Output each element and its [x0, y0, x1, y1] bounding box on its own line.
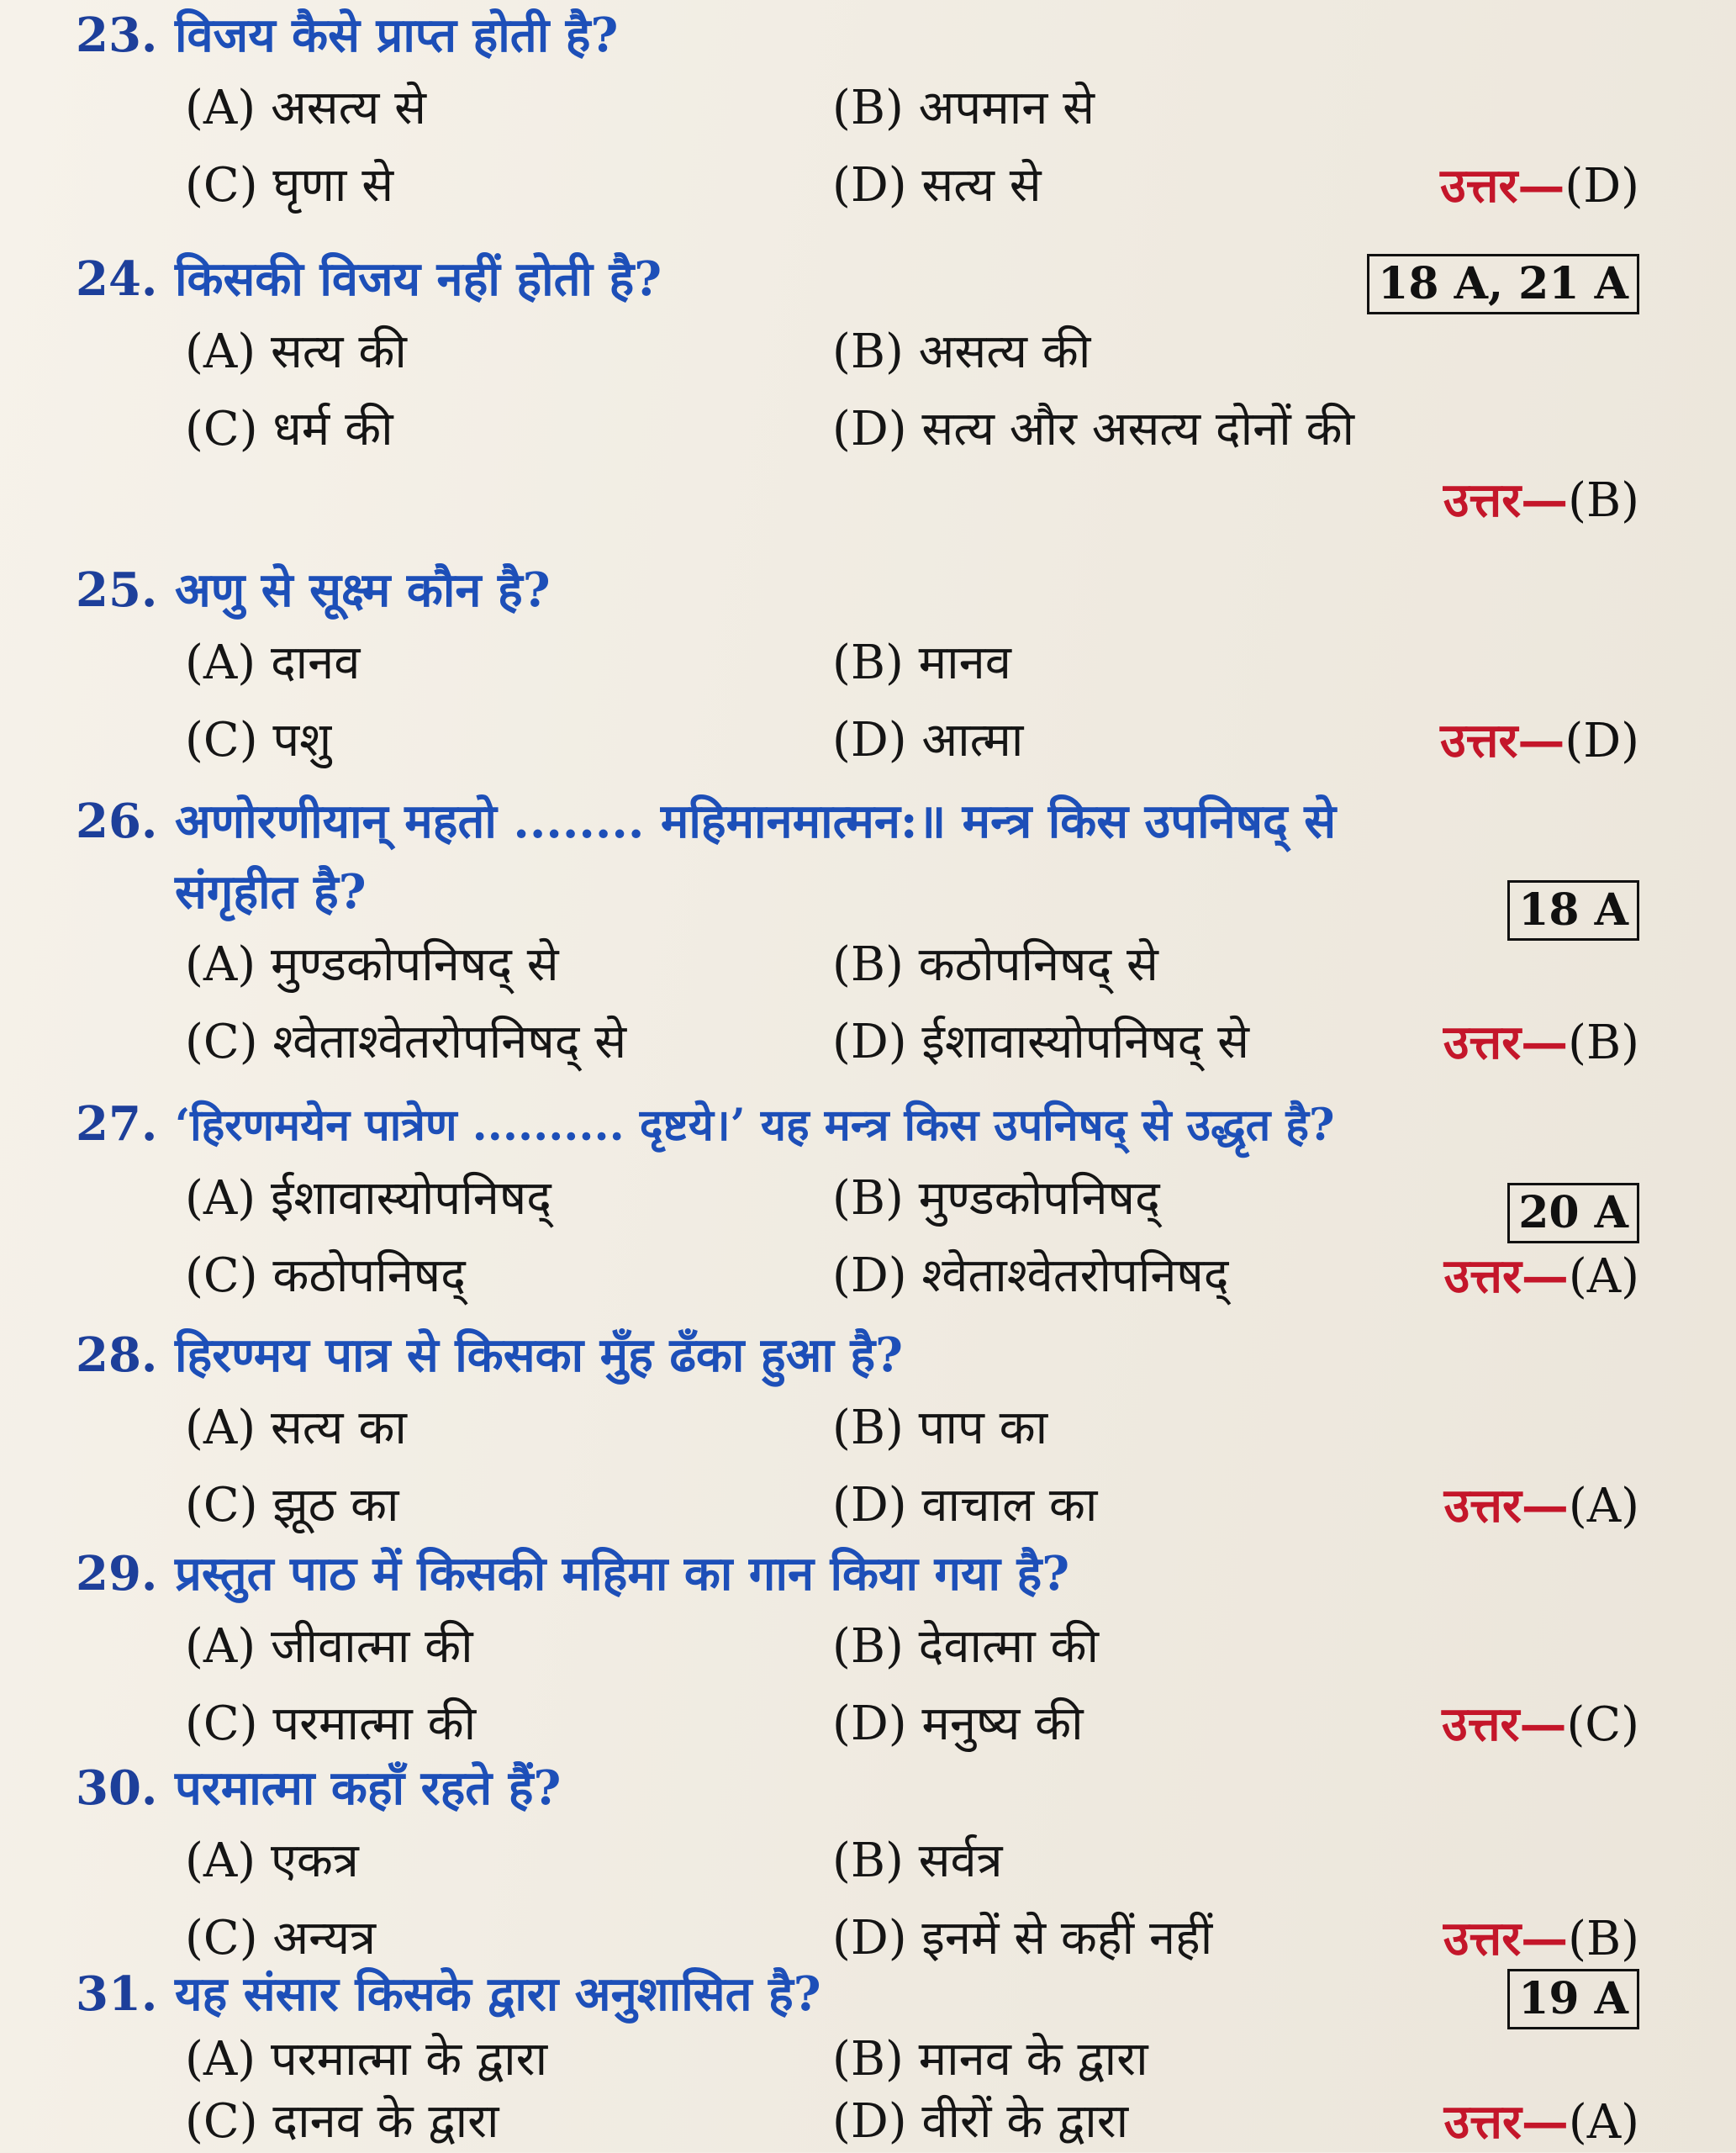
question-line	[76, 0, 1673, 71]
option-b: (B) सर्वत्र	[832, 1834, 1003, 1888]
option-c: (C) श्वेताश्वेतरोपनिषद् से	[185, 1015, 627, 1069]
answer-value: (A)	[1568, 2095, 1639, 2150]
question-28	[76, 1320, 1673, 1547]
question-number: 23.	[76, 8, 158, 63]
answer-value: (C)	[1566, 1697, 1639, 1752]
question-25	[76, 555, 1673, 782]
question-text-continued: संगृहीत है?	[175, 864, 367, 920]
question-number: 24.	[76, 251, 158, 307]
question-line	[76, 786, 1673, 857]
option-a: (A) ईशावास्योपनिषद्	[185, 1171, 551, 1226]
question-23	[76, 0, 1673, 227]
answer-label: उत्तर—	[1443, 1248, 1569, 1304]
answer	[1442, 1686, 1639, 1763]
option-b: (B) कठोपनिषद् से	[832, 937, 1158, 992]
option-b: (B) मानव	[832, 636, 1011, 690]
option-c: (C) पशु	[185, 713, 332, 768]
option-b: (B) असत्य की	[832, 325, 1091, 379]
answer-label: उत्तर—	[1442, 1697, 1567, 1752]
question-text: किसकी विजय नहीं होती है?	[175, 251, 662, 307]
question-line	[76, 1320, 1673, 1390]
option-a: (A) परमात्मा के द्वारा	[185, 2032, 548, 2087]
answer	[1444, 1238, 1639, 1315]
question-24	[76, 244, 1673, 528]
answer	[1443, 462, 1639, 539]
answer	[1444, 1468, 1639, 1544]
option-c: (C) झूठ का	[185, 1478, 399, 1533]
option-b: (B) देवात्मा की	[832, 1619, 1100, 1674]
answer-value: (D)	[1565, 159, 1639, 214]
options	[76, 1390, 1673, 1547]
question-text: अणु से सूक्ष्म कौन है?	[175, 562, 551, 618]
answer	[1440, 703, 1639, 779]
question-31	[76, 1959, 1673, 2152]
answer-label: उत्तर—	[1440, 713, 1565, 768]
question-text: ‘हिरणमयेन पात्रेण .......... दृष्टये।’ यह मन्त्र किस उपनिषद् से उद्धृत है?	[175, 1100, 1335, 1151]
question-line	[76, 1089, 1673, 1161]
option-d: (D) ईशावास्योपनिषद् से	[832, 1015, 1250, 1069]
option-c: (C) धर्म की	[185, 402, 393, 456]
option-a: (A) दानव	[185, 636, 361, 690]
question-line	[76, 1753, 1673, 1823]
option-c: (C) परमात्मा की	[185, 1697, 477, 1751]
option-d: (D) वीरों के द्वारा	[832, 2094, 1129, 2149]
answer-value: (A)	[1568, 1249, 1639, 1304]
option-a: (A) एकत्र	[185, 1834, 359, 1888]
option-d: (D) सत्य से	[832, 158, 1042, 213]
exam-year-tag: 19 A	[1507, 1969, 1639, 2029]
question-27	[76, 1089, 1673, 1317]
answer-value: (A)	[1568, 1479, 1639, 1533]
options	[76, 2029, 1673, 2152]
question-text: यह संसार किसके द्वारा अनुशासित है?	[175, 1966, 821, 2022]
question-text: विजय कैसे प्राप्त होती है?	[175, 8, 619, 63]
option-d: (D) सत्य और असत्य दोनों की	[832, 402, 1355, 456]
answer	[1444, 2092, 1639, 2153]
option-b: (B) मानव के द्वारा	[832, 2032, 1148, 2087]
options	[76, 927, 1673, 1084]
answer-label: उत्तर—	[1443, 1911, 1569, 1966]
answer-label: उत्तर—	[1443, 472, 1569, 528]
question-number: 28.	[76, 1327, 158, 1383]
question-30	[76, 1753, 1673, 1980]
option-a: (A) मुण्डकोपनिषद् से	[185, 937, 559, 992]
option-a: (A) असत्य से	[185, 81, 426, 135]
option-d: (D) मनुष्य की	[832, 1697, 1084, 1751]
question-26	[76, 786, 1673, 1084]
option-c: (C) दानव के द्वारा	[185, 2094, 499, 2149]
question-number: 29.	[76, 1546, 158, 1602]
answer-label: उत्तर—	[1443, 2094, 1569, 2150]
option-c: (C) घृणा से	[185, 158, 394, 213]
question-text: परमात्मा कहाँ रहते हैं?	[175, 1760, 562, 1816]
question-text: हिरण्मय पात्र से किसका मुँह ढँका हुआ है?	[175, 1327, 903, 1383]
answer-value: (B)	[1568, 1016, 1639, 1070]
answer-value: (B)	[1568, 1912, 1639, 1966]
question-line-continued	[76, 857, 1673, 927]
option-d: (D) आत्मा	[832, 713, 1024, 768]
options	[76, 1609, 1673, 1765]
answer-label: उत्तर—	[1443, 1015, 1569, 1070]
question-number: 27.	[76, 1096, 158, 1152]
option-d: (D) वाचाल का	[832, 1478, 1098, 1533]
options	[76, 1161, 1673, 1317]
exam-year-tag: 18 A	[1507, 880, 1639, 941]
option-a: (A) जीवात्मा की	[185, 1619, 473, 1674]
option-d: (D) इनमें से कहीं नहीं	[832, 1911, 1213, 1966]
question-number: 30.	[76, 1760, 158, 1816]
options	[76, 71, 1673, 227]
question-line	[76, 1538, 1673, 1609]
question-line	[76, 555, 1673, 625]
question-line	[76, 1959, 1673, 2029]
option-c: (C) कठोपनिषद्	[185, 1248, 466, 1303]
option-b: (B) पाप का	[832, 1401, 1048, 1455]
question-number: 31.	[76, 1966, 158, 2022]
exam-year-tag: 20 A	[1507, 1183, 1639, 1243]
option-b: (B) अपमान से	[832, 81, 1095, 135]
options	[76, 625, 1673, 782]
answer-label: उत्तर—	[1443, 1478, 1569, 1533]
question-number: 26.	[76, 794, 158, 849]
option-b: (B) मुण्डकोपनिषद्	[832, 1171, 1160, 1226]
question-29	[76, 1538, 1673, 1765]
option-c: (C) अन्यत्र	[185, 1911, 377, 1966]
question-number: 25.	[76, 562, 158, 618]
answer	[1440, 148, 1639, 224]
option-a: (A) सत्य की	[185, 325, 407, 379]
answer-label: उत्तर—	[1440, 158, 1565, 214]
exam-year-tag: 18 A, 21 A	[1367, 254, 1639, 314]
option-d: (D) श्वेताश्वेतरोपनिषद्	[832, 1248, 1229, 1303]
options	[76, 1823, 1673, 1980]
question-text: प्रस्तुत पाठ में किसकी महिमा का गान किया गया है?	[175, 1546, 1070, 1602]
option-a: (A) सत्य का	[185, 1401, 407, 1455]
answer	[1443, 1005, 1639, 1081]
answer-value: (D)	[1565, 714, 1639, 768]
question-text: अणोरणीयान् महतो ........ महिमानमात्मन:॥ मन्त्र किस उपनिषद् से	[175, 794, 1337, 849]
options	[76, 314, 1673, 528]
answer-value: (B)	[1568, 473, 1639, 528]
